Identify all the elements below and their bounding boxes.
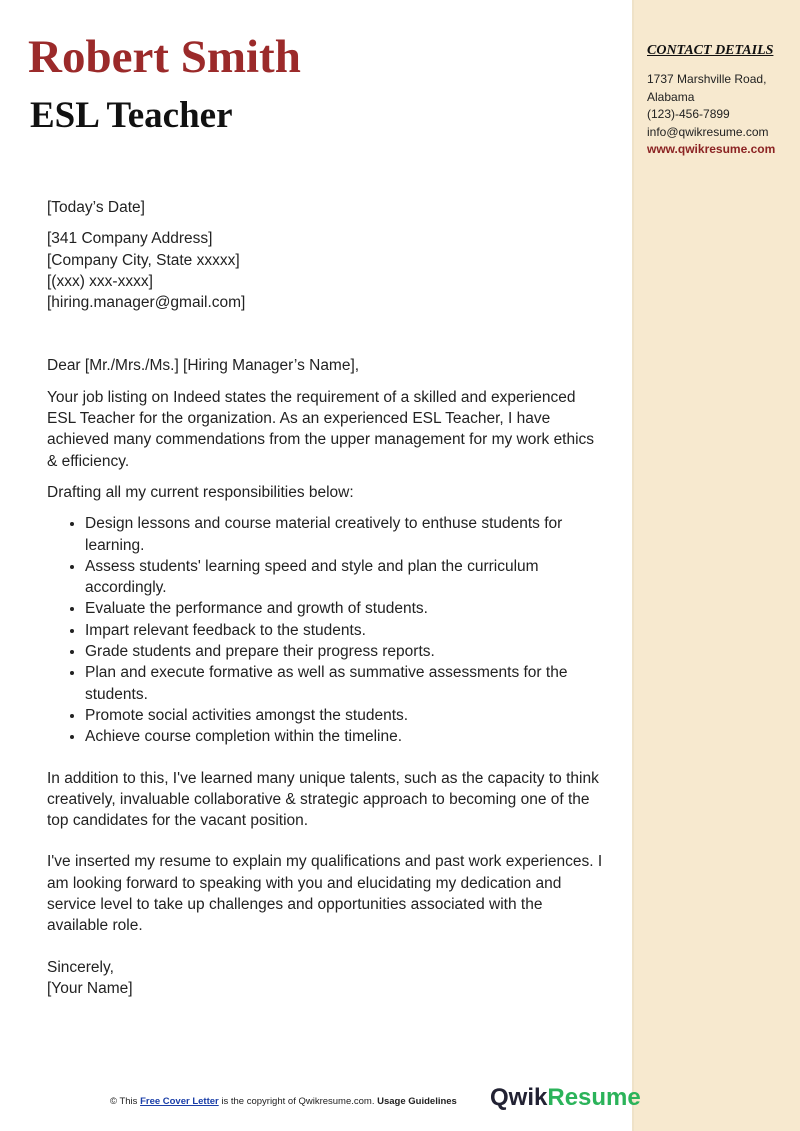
responsibilities-list (47, 513, 607, 747)
contact-address-line2: Alabama (647, 89, 695, 104)
qwikresume-logo (490, 1084, 641, 1112)
footer-text: This (119, 1096, 138, 1107)
list-item: • Promote social activities amongst the students. (85, 705, 607, 726)
usage-guidelines-link[interactable]: Usage Guidelines (377, 1096, 457, 1107)
paragraph-3: I've inserted my resume to explain my qualifications and past work experiences. I am looking forward to speaking with you and elucidating my dedication and service level to take up challenges and opportunities associated with the available role. (47, 853, 603, 935)
list-item: • Achieve course completion within the timeline. (85, 726, 607, 747)
sidebar (632, 0, 800, 1131)
signoff (47, 957, 607, 1000)
recipient-address (47, 228, 607, 313)
contact-website[interactable]: www.qwikresume.com (647, 142, 776, 156)
letter-body (47, 197, 607, 1009)
address-line: [341 Company Address] (47, 230, 213, 248)
list-item: • Design lessons and course material creatively to enthuse students for learning. (85, 513, 607, 556)
applicant-name: Robert Smith (28, 31, 301, 83)
list-intro: Drafting all my current responsibilities below: (47, 483, 354, 501)
list-item: • Assess students' learning speed and style and plan the curriculum accordingly. (85, 556, 607, 599)
footer-text: is the copyright of Qwikresume.com. (221, 1096, 375, 1107)
footer-copyright (110, 1096, 457, 1107)
contact-info (647, 71, 775, 159)
list-item: • Impart relevant feedback to the students. (85, 620, 607, 641)
contact-title: CONTACT DETAILS (647, 43, 774, 58)
contact-address-line1: 1737 Marshville Road, (647, 72, 767, 86)
signature: [Your Name] (47, 979, 133, 997)
address-line: [Company City, State xxxxx] (47, 251, 240, 269)
logo-text: Resume (547, 1084, 641, 1111)
address-line: [(xxx) xxx-xxxx] (47, 272, 153, 290)
letter-date: [Today’s Date] (47, 199, 145, 216)
contact-email[interactable]: info@qwikresume.com (647, 124, 769, 139)
address-line: [hiring.manager@gmail.com] (47, 294, 246, 312)
contact-phone: (123)-456-7899 (647, 107, 730, 121)
logo-text: Qwik (490, 1084, 548, 1111)
salutation: Dear [Mr./Mrs./Ms.] [Hiring Manager’s Name], (47, 357, 360, 375)
free-cover-letter-link[interactable]: Free Cover Letter (140, 1096, 219, 1107)
paragraph-2: In addition to this, I've learned many unique talents, such as the capacity to think creatively, invaluable collaborative & strategic approach to becoming one of the top candidates for the vacant position. (47, 769, 599, 830)
list-item: • Plan and execute formative as well as summative assessments for the students. (85, 662, 607, 705)
list-item: • Evaluate the performance and growth of students. (85, 598, 607, 619)
list-item: • Grade students and prepare their progress reports. (85, 641, 607, 662)
intro-paragraph: Your job listing on Indeed states the requirement of a skilled and experienced ESL Teacher for the organization. As an experienced ESL Teacher, I have achieved many commendations from the upper management for my work ethics & efficiency. (47, 388, 595, 470)
closing: Sincerely, (47, 958, 114, 976)
applicant-role: ESL Teacher (30, 95, 233, 136)
copyright-icon: © (110, 1096, 117, 1107)
